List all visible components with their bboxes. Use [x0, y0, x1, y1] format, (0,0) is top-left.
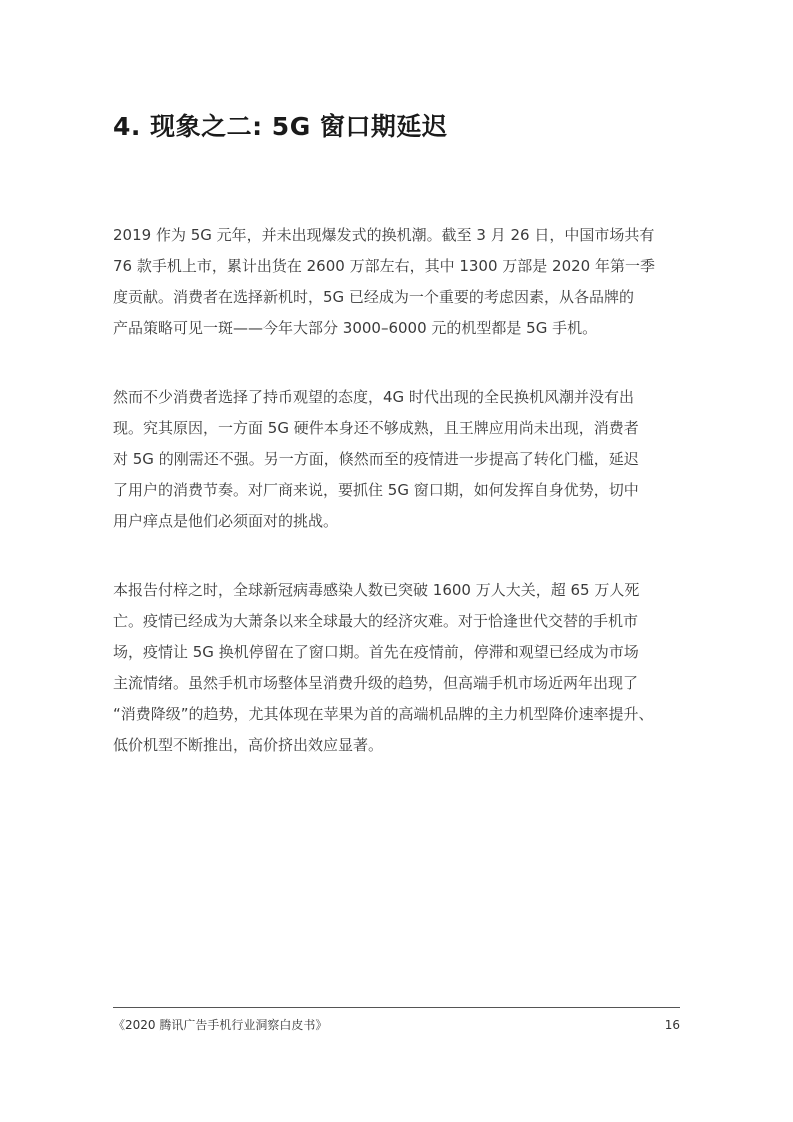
text-line: 低价机型不断推出，高价挤出效应显著。 — [113, 736, 384, 754]
text-line: 对 5G 的刚需还不强。另一方面，倏然而至的疫情进一步提高了转化门槛，延迟 — [113, 450, 639, 468]
paragraph-2 — [113, 382, 683, 537]
text-line: 2019 作为 5G 元年，并未出现爆发式的换机潮。截至 3 月 26 日，中国市场共有 — [113, 226, 655, 244]
text-line: 了用户的消费节奏。对厂商来说，要抓住 5G 窗口期，如何发挥自身优势，切中 — [113, 481, 639, 499]
footer-document-title: 《2020 腾讯广告手机行业洞察白皮书》 — [113, 1018, 328, 1032]
text-line: 76 款手机上市，累计出货在 2600 万部左右，其中 1300 万部是 2020 年第一季 — [113, 257, 655, 275]
paragraph-1 — [113, 220, 683, 344]
text-line: 用户痒点是他们必须面对的挑战。 — [113, 512, 339, 530]
text-line: 现。究其原因，一方面 5G 硬件本身还不够成熟，且王牌应用尚未出现，消费者 — [113, 419, 639, 437]
text-line: 产品策略可见一斑——今年大部分 3000–6000 元的机型都是 5G 手机。 — [113, 319, 598, 337]
footer-page-number: 16 — [664, 1018, 680, 1032]
text-line: 度贡献。消费者在选择新机时，5G 已经成为一个重要的考虑因素，从各品牌的 — [113, 288, 634, 306]
body-text — [113, 220, 683, 799]
text-line: “消费降级”的趋势，尤其体现在苹果为首的高端机品牌的主力机型降价速率提升、 — [113, 705, 654, 723]
page-title: 4. 现象之二: 5G 窗口期延迟 — [113, 112, 448, 141]
paragraph-3 — [113, 575, 683, 761]
text-line: 本报告付梓之时，全球新冠病毒感染人数已突破 1600 万人大关，超 65 万人死 — [113, 581, 640, 599]
text-line: 亡。疫情已经成为大萧条以来全球最大的经济灾难。对于恰逢世代交替的手机市 — [113, 612, 639, 630]
text-line: 然而不少消费者选择了持币观望的态度，4G 时代出现的全民换机风潮并没有出 — [113, 388, 634, 406]
text-line: 主流情绪。虽然手机市场整体呈消费升级的趋势，但高端手机市场近两年出现了 — [113, 674, 639, 692]
footer-divider — [113, 1007, 680, 1008]
text-line: 场，疫情让 5G 换机停留在了窗口期。首先在疫情前，停滞和观望已经成为市场 — [113, 643, 639, 661]
